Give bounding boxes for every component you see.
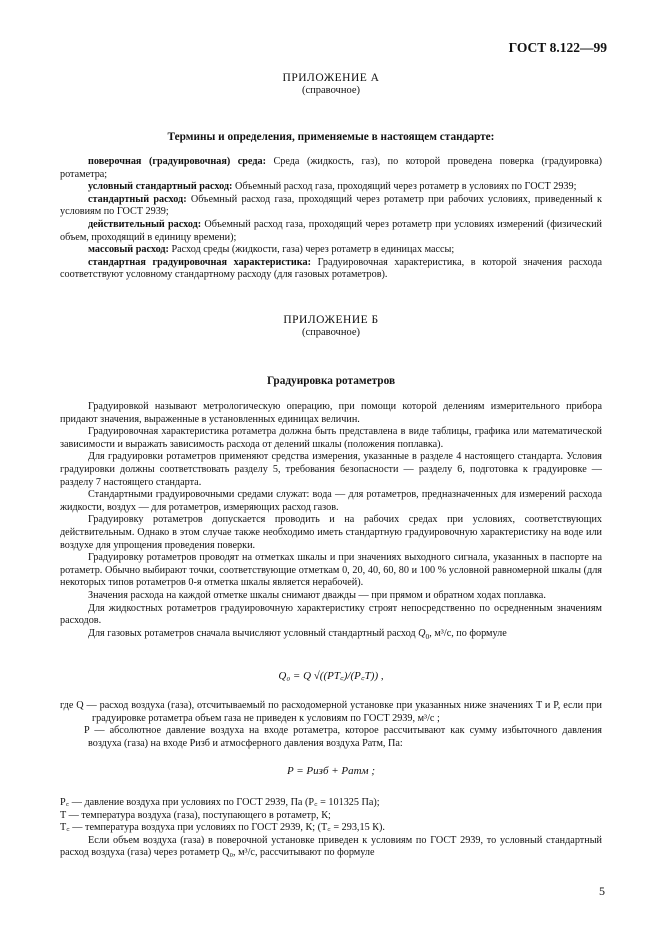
term-name: массовый расход: bbox=[88, 244, 169, 256]
term-name: условный стандартный расход: bbox=[88, 181, 233, 193]
gas-intro-unit: , м³/с, по формуле bbox=[429, 627, 507, 639]
document-code: ГОСТ 8.122—99 bbox=[508, 40, 607, 55]
term-name: действительный расход: bbox=[88, 218, 202, 230]
term-item bbox=[60, 244, 602, 257]
definition-t: T — температура воздуха (газа), поступающего в ротаметр, К; bbox=[60, 809, 331, 821]
page-number: 5 bbox=[599, 884, 605, 898]
paragraph: Градуировку ротаметров проводят на отметках шкалы и при значениях выходного сигнала, указанных в паспорте на ротаметр. Обычно выбирают точки, соответствующие отметкам 0, 20, 40, 60, 80 и 100 % условной равномерной шкалы (для некоторых типов ротаметров 0-я отметка шкалы является нерабочей). bbox=[60, 552, 602, 589]
term-name: стандартная градуировочная характеристика: bbox=[88, 256, 311, 268]
q0-symbol: Q bbox=[418, 627, 426, 639]
term-definition: Объемный расход газа, проходящий через ротаметр при условиях измерений (физический объем, проходящий в единицу времени); bbox=[60, 218, 602, 243]
definition-pc: P꜀ — давление воздуха при условиях по ГОСТ 2939, Па (P꜀ = 101325 Па); bbox=[60, 797, 380, 808]
term-definition: Среда (жидкость, газ), по которой проведена поверка (градуировка) ротаметра; bbox=[60, 156, 602, 180]
paragraph: Стандартными градуировочными средами служат: вода — для ротаметров, предназначенных для измерений расхода жидкости, воздух — для ротаметров, измеряющих расход газов. bbox=[60, 489, 602, 513]
term-definition: Градуировочная характеристика, в которой значения расхода соответствуют условному стандартному расходу (для газовых ротаметров). bbox=[60, 256, 602, 281]
term-name: поверочная (градуировочная) среда: bbox=[88, 156, 266, 167]
calibration-text bbox=[60, 401, 602, 640]
definitions bbox=[60, 700, 602, 750]
paragraph: Градуировкой называют метрологическую операцию, при помощи которой делениям измерительного прибора придают значения, выраженные в установленных единицах величин. bbox=[60, 401, 602, 425]
appendix-b-label: ПРИЛОЖЕНИЕ Б bbox=[283, 314, 379, 326]
paragraph: Градуировочная характеристика ротаметра должна быть представлена в виде таблицы, графика или математической зависимости и выражать зависимость расхода от делений шкалы (положения поплавка). bbox=[60, 426, 602, 450]
appendix-b-note: (справочное) bbox=[302, 327, 360, 338]
paragraph: Для жидкостных ротаметров градуировочную характеристику строят непосредственно по осредненным значениям расходов. bbox=[60, 602, 602, 627]
formula-pressure: P = Pизб + Pатм ; bbox=[286, 765, 375, 777]
paragraph: Для градуировки ротаметров применяют средства измерения, указанные в разделе 4 настоящего стандарта. Условия градуировки должны соответствовать разделу 5, требования безопасности — разделу 6, подготовка к градуировке — разделу 7 настоящего стандарта. bbox=[60, 451, 602, 488]
gas-intro: Для газовых ротаметров сначала вычисляют условный стандартный расход $Q_0$, м³/с, по формуле bbox=[88, 627, 507, 641]
terms-list bbox=[60, 156, 602, 282]
term-definition: Объемный расход газа, проходящий через ротаметр в условиях по ГОСТ 2939; bbox=[232, 181, 577, 193]
appendix-a-label: ПРИЛОЖЕНИЕ А bbox=[282, 72, 380, 84]
term-item bbox=[60, 219, 602, 244]
paragraph: Значения расхода на каждой отметке шкалы снимают дважды — при прямом и обратном ходах поплавка. bbox=[88, 589, 546, 601]
term-name: стандартный расход: bbox=[88, 193, 187, 205]
term-item bbox=[60, 181, 602, 194]
definition-p: P — абсолютное давление воздуха на входе ротаметра, которое рассчитывают как сумму избыточного давления воздуха (газа) на входе Pизб и атмосферного давления воздуха Pатм, Па: bbox=[84, 725, 602, 749]
condition-definitions bbox=[60, 797, 602, 860]
formula-standard-flow: Q₀ = Q √((PT꜀)/(P꜀T)) , bbox=[278, 670, 384, 682]
paragraph: Градуировку ротаметров допускается проводить и на рабочих средах при условиях, соответствующих действительным. Однако в этом случае также необходимо иметь стандартную градуировочную характеристику на воде или воздухе для упрощения проведения поверки. bbox=[60, 514, 602, 551]
term-definition: Объемный расход газа, проходящий через ротаметр при рабочих условиях, приведенный к условиям по ГОСТ 2939; bbox=[60, 193, 602, 218]
gas-intro-text: Для газовых ротаметров сначала вычисляют условный стандартный расход bbox=[88, 627, 419, 639]
appendix-a-heading bbox=[60, 72, 602, 97]
definition-tc: T꜀ — температура воздуха при условиях по ГОСТ 2939, К; (T꜀ = 293,15 К). bbox=[60, 822, 385, 834]
appendix-b-title: Градуировка ротаметров bbox=[266, 375, 396, 387]
final-paragraph: Если объем воздуха (газа) в поверочной установке приведен к условиям по ГОСТ 2939, то условный стандартный расход воздуха (газа) через ротаметр Q₀, м³/с, рассчитывают по формуле bbox=[60, 834, 602, 859]
term-definition: Расход среды (жидкости, газа) через ротаметр в единицах массы; bbox=[168, 244, 455, 256]
term-item bbox=[60, 194, 602, 219]
definition-q: где Q — расход воздуха (газа), отсчитываемый по расходомерной установке при указанных ниже значениях T и P, если при градуировке ротаметра объем газа не приведен к условиям по ГОСТ 2939, м³/с ; bbox=[60, 700, 602, 724]
appendix-b-heading bbox=[60, 314, 602, 339]
appendix-a-note: (справочное) bbox=[302, 85, 360, 96]
term-item bbox=[60, 257, 602, 282]
appendix-a-title: Термины и определения, применяемые в настоящем стандарте: bbox=[167, 131, 495, 143]
term-item bbox=[60, 156, 602, 181]
